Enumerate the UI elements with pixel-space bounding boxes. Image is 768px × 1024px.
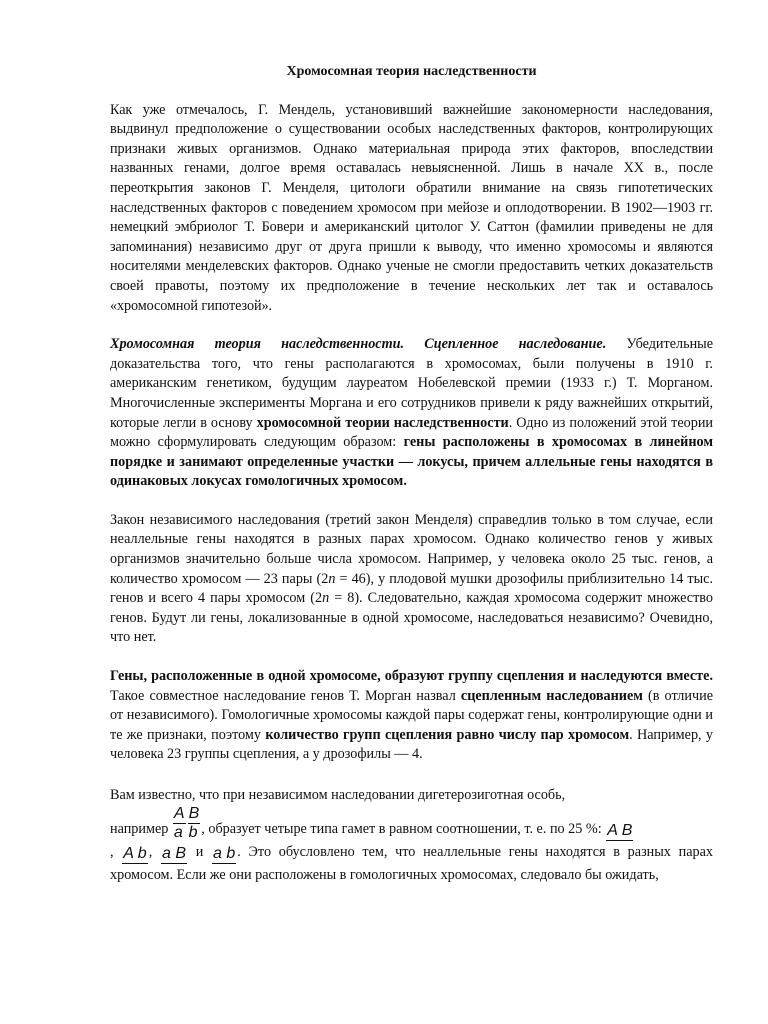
gene-letter: b	[226, 845, 236, 862]
gene-letter: A	[607, 822, 618, 839]
section-heading: Хромосомная теория наследственности. Сцепленное наследование.	[110, 336, 607, 353]
paragraph-gametes	[110, 784, 713, 886]
text-span: = 8). Следовательно, каждая хромосома содержит множество генов. Будут ли гены, локализованные в одной хромосоме, наследоваться независимо? Очевидно, что нет.	[110, 590, 714, 646]
paragraph-chromosome-theory	[110, 335, 713, 492]
bold-term: сцепленным наследованием	[460, 687, 643, 704]
document-title: Хромосомная теория наследственности	[286, 64, 537, 79]
gene-letter: a	[213, 845, 222, 862]
gamete-2-genes	[122, 846, 147, 864]
text-span: (в отличие от независимого). Гомологичные хромосомы каждой пары содержат гены, контролирующие одни и те же признаки, поэтому	[110, 687, 713, 743]
bold-term: хромосомной теории наследственности	[256, 414, 509, 431]
text-span: Вам известно, что при независимом наследовании дигетерозиготная особь,	[110, 787, 566, 803]
gamete-4-genes	[212, 846, 236, 864]
gene-letter: a	[161, 845, 171, 862]
gene-letter: B	[175, 845, 186, 862]
text-span: = 46), у плодовой мушки дрозофилы приблизительно 14 тыс. генов и всего 4 пары хромосом (2	[110, 570, 714, 607]
fraction-numerator: A	[173, 805, 185, 822]
text-span: . Это обусловлено тем, что неаллельные гены находятся в разных парах хромосом. Если же они расположены в гомологичных хромосомах, следовало бы ожидать,	[110, 844, 713, 883]
text-span: . Например, у человека 23 группы сцепления, а у дрозофилы — 4.	[110, 726, 713, 763]
genotype-fraction-2	[188, 806, 201, 841]
gene-letter: B	[621, 822, 633, 839]
fraction-denominator: a	[173, 824, 183, 841]
italic-n: n	[328, 570, 336, 587]
bold-term: количество групп сцепления равно числу пар хромосом	[265, 726, 630, 743]
text-span: . Одно из положений этой теории можно сформулировать следующим образом:	[110, 414, 714, 451]
text-span: , образует четыре типа гамет в равном соотношении, т. е. по 25 %:	[201, 821, 606, 837]
text-span: Закон независимого наследования (третий закон Менделя) справедлив только в том случае, если неаллельные гены находятся в разных парах хромосом. Однако количество генов у живых организмов значительно больше числа хромосом. Например, у человека около 25 тыс. генов, а количество хромосом — 23 пары (2	[110, 511, 713, 587]
fraction-numerator: B	[188, 805, 200, 822]
gene-letter: b	[137, 845, 147, 862]
gamete-1-genes	[606, 823, 633, 841]
document-page	[110, 62, 713, 886]
bold-statement: Гены, расположенные в одной хромосоме, образуют группу сцепления и наследуются вместе.	[110, 668, 713, 685]
separator: ,	[110, 844, 122, 860]
genotype-fraction-1	[173, 806, 186, 841]
gamete-1	[606, 823, 633, 841]
paragraph-intro: Как уже отмечалось, Г. Мендель, установивший важнейшие закономерности наследования, выдвинул предположение о существовании особых наследственных факторов, контролирующих признаки живых организмов. Однако материальная природа этих факторов, впоследствии названных генами, долгое время оставалась невыясненной. Лишь в начале XX в., после переоткрытия законов Г. Менделя, цитологи обратили внимание на связь гипотетических наследственных факторов с поведением хромосом при мейозе и оплодотворении. В 1902—1903 гг. немецкий эмбриолог Т. Бовери и американский цитолог У. Саттон (фамилии приведены не для запоминания) независимо друг от друга пришли к выводу, что именно хромосомы и являются носителями менделевских факторов. Однако ученые не смогли предоставить четких доказательств своей правоты, поэтому их предположение в течение нескольких лет так и оставалось «хромосомной гипотезой».	[110, 101, 713, 314]
gene-letter: A	[123, 845, 134, 862]
gamete-2	[122, 846, 147, 864]
italic-n: n	[322, 590, 330, 607]
paragraph-linkage	[110, 667, 713, 765]
separator: и	[188, 844, 212, 860]
fraction-denominator: b	[188, 824, 198, 841]
text-span: Убедительные доказательства того, что гены располагаются в хромосомах, были получены в 1910 г. американским генетиком, будущим лауреатом Нобелевской премии (1933 г.) Т. Морганом. Многочисленные эксперименты Моргана и его сотрудников привели к ряду важнейших открытий, которые легли в основу	[110, 336, 713, 431]
text-span: например	[110, 821, 172, 837]
gamete-3	[161, 846, 187, 864]
text-span: Такое совместное наследование генов Т. Морган назвал	[110, 687, 461, 704]
gamete-4	[212, 846, 236, 864]
gamete-3-genes	[161, 846, 187, 864]
separator: ,	[148, 844, 160, 860]
bold-statement: гены расположены в хромосомах в линейном порядке и занимают определенные участки — локусы, причем аллельные гены находятся в одинаковых локусах гомологичных хромосом.	[110, 434, 713, 490]
paragraph-independent-law	[110, 511, 713, 648]
